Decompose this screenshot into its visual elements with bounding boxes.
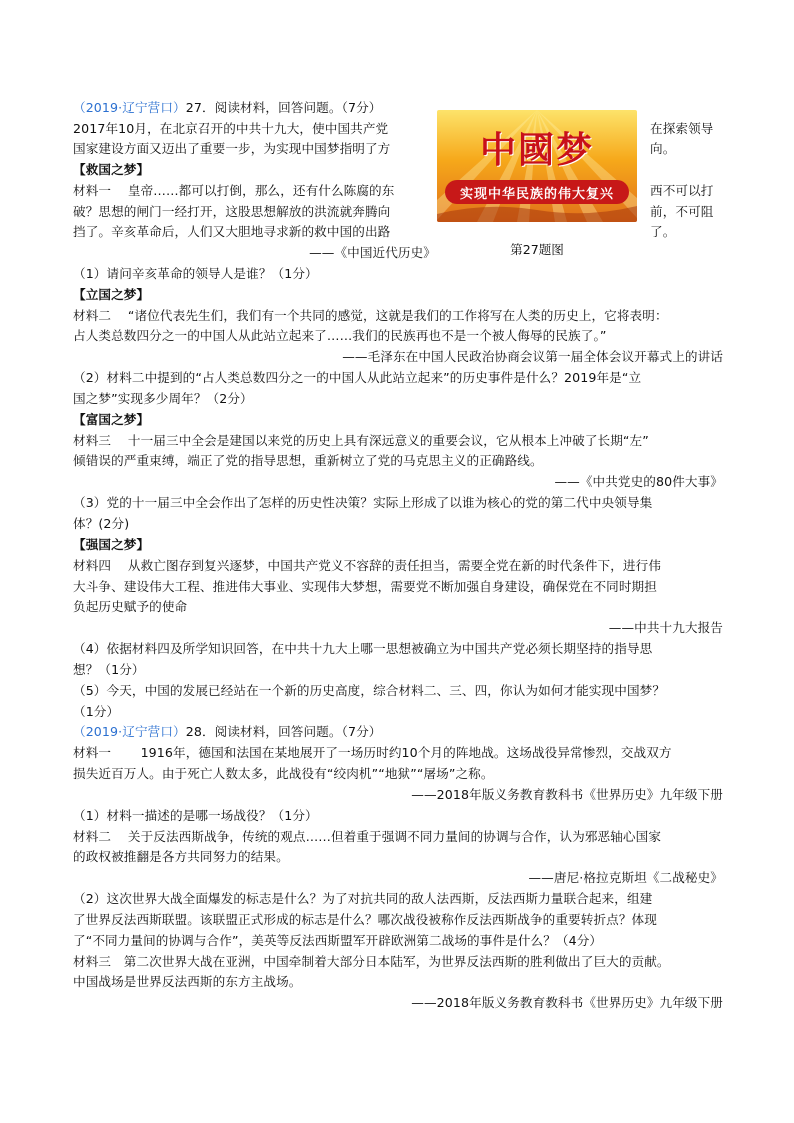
q27-material-2-line-1: 材料二 “诸位代表先生们，我们有一个共同的感觉，这就是我们的工作将写在人类的历史上，它将表明： [73,308,668,323]
section-heading-strong-nation: 【强国之梦】 [73,537,150,552]
q27-question-3-line-2: 体？(2分) [73,516,130,531]
q27-title: 27．阅读材料，回答问题。（7分） [185,100,382,115]
q27-material-3-line-2: 倾错误的严重束缚，端正了党的指导思想，重新树立了党的马克思主义的正确路线。 [73,453,543,468]
q27-question-2-line-1: （2）材料二中提到的“占人类总数四分之一的中国人从此站立起来”的历史事件是什么？2019年是“立 [73,370,642,385]
q28-material-2-citation: ——唐尼·格拉克斯坦《二战秘史》 [528,870,723,885]
q27-material-4-line-3: 负起历史赋予的使命 [73,599,188,614]
q27-material-1-line-3: 挡了。辛亥革命后，人们又大胆地寻求新的救中国的出路 [73,224,391,239]
q27-material-4-line-1: 材料四 从救亡图存到复兴逐梦，中国共产党义不容辞的责任担当，需要全党在新的时代条件下，进行伟 [73,558,662,573]
q28-source-tag[interactable]: （2019·辽宁营口） [73,724,186,739]
q28-question-1: （1）材料一描述的是哪一场战役？（1分） [73,808,318,823]
q27-question-4-line-2: 想？（1分） [73,662,145,677]
q27-question-5-line-1: （5）今天，中国的发展已经站在一个新的历史高度，综合材料二、三、四，你认为如何才能实现中国梦？ [73,683,666,698]
poster-title: 中國梦 [479,129,594,171]
q27-question-2-line-2: 国之梦”实现多少周年？（2分） [73,391,253,406]
q27-intro-line-1-tail: 在探索领导 [650,121,714,136]
q27-material-1-line-3-tail: 了。 [650,224,676,239]
q28-material-1-line-2: 损失近百万人。由于死亡人数太多，此战役有“绞肉机”“地狱”“屠场”之称。 [73,766,494,781]
q27-material-2-citation: ——毛泽东在中国人民政治协商会议第一届全体会议开幕式上的讲话 [342,349,723,364]
section-heading-rich-nation: 【富国之梦】 [73,412,150,427]
q28-title: 28．阅读材料，回答问题。（7分） [185,724,382,739]
q28-material-3-line-2: 中国战场是世界反法西斯的东方主战场。 [73,974,302,989]
q27-intro-line-1: 2017年10月，在北京召开的中共十九大，使中国共产党 [73,121,389,136]
q27-material-1-line-1-tail: 西不可以打 [650,183,714,198]
q27-intro-line-2-tail: 向。 [650,141,676,156]
q28-question-2-line-1: （2）这次世界大战全面爆发的标志是什么？为了对抗共同的敌人法西斯，反法西斯力量联合起来，组建 [73,891,653,906]
q27-material-2-line-2: 占人类总数四分之一的中国人从此站立起来了……我们的民族再也不是一个被人侮辱的民族了。” [73,328,607,343]
q27-intro-line-2: 国家建设方面又迈出了重要一步，为实现中国梦指明了方 [73,141,391,156]
figure-caption: 第27题图 [510,242,564,257]
section-heading-found-nation: 【立国之梦】 [73,287,150,302]
q28-material-2-line-1: 材料二 关于反法西斯战争，传统的观点……但着重于强调不同力量间的协调与合作，认为邪恶轴心国家 [73,829,662,844]
china-dream-poster-image [437,110,637,222]
q28-material-1-line-1: 材料一 1916年，德国和法国在某地展开了一场历时约10个月的阵地战。这场战役异常惨烈，交战双方 [73,745,672,760]
q28-material-3-line-1: 材料三 第二次世界大战在亚洲，中国牵制着大部分日本陆军，为世界反法西斯的胜利做出了巨大的贡献。 [73,954,670,969]
q27-material-3-citation: ——《中共党史的80件大事》 [554,474,723,489]
q27-source-tag[interactable]: （2019·辽宁营口） [73,100,186,115]
q27-question-4-line-1: （4）依据材料四及所学知识回答，在中共十九大上哪一思想被确立为中国共产党必须长期坚持的指导思 [73,641,653,656]
q28-material-3-citation: ——2018年版义务教育教科书《世界历史》九年级下册 [411,995,723,1010]
q27-material-1-citation: ——《中国近代历史》 [309,245,436,260]
q27-material-3-line-1: 材料三 十一届三中全会是建国以来党的历史上具有深远意义的重要会议，它从根本上冲破了长期“左” [73,433,649,448]
q27-question-3-line-1: （3）党的十一届三中全会作出了怎样的历史性决策？实际上形成了以谁为核心的党的第二代中央领导集 [73,495,653,510]
q28-question-2-line-3: 了“不同力量间的协调与合作”，美英等反法西斯盟军开辟欧洲第二战场的事件是什么？（4分） [73,933,603,948]
q27-question-5-line-2: （1分） [73,704,120,719]
q28-material-2-line-2: 的政权被推翻是各方共同努力的结果。 [73,849,289,864]
poster-subtitle: 实现中华民族的伟大复兴 [459,187,614,202]
section-heading-save-nation: 【救国之梦】 [73,162,150,177]
q28-header-line [73,722,723,742]
q27-material-1-line-1: 材料一 皇帝……都可以打倒，那么，还有什么陈腐的东 [73,183,395,198]
q27-question-1: （1）请问辛亥革命的领导人是谁？（1分） [73,266,318,281]
q27-material-4-citation: ——中共十九大报告 [608,620,723,635]
q28-material-1-citation: ——2018年版义务教育教科书《世界历史》九年级下册 [411,787,723,802]
q27-material-4-line-2: 大斗争、建设伟大工程、推进伟大事业、实现伟大梦想，需要党不断加强自身建设，确保党在不同时期担 [73,579,657,594]
q27-material-1-line-2-tail: 前，不可阻 [650,204,714,219]
q28-question-2-line-2: 了世界反法西斯联盟。该联盟正式形成的标志是什么？哪次战役被称作反法西斯战争的重要转折点？体现 [73,912,657,927]
q27-material-1-line-2: 破？思想的闸门一经打开，这股思想解放的洪流就奔腾向 [73,204,391,219]
